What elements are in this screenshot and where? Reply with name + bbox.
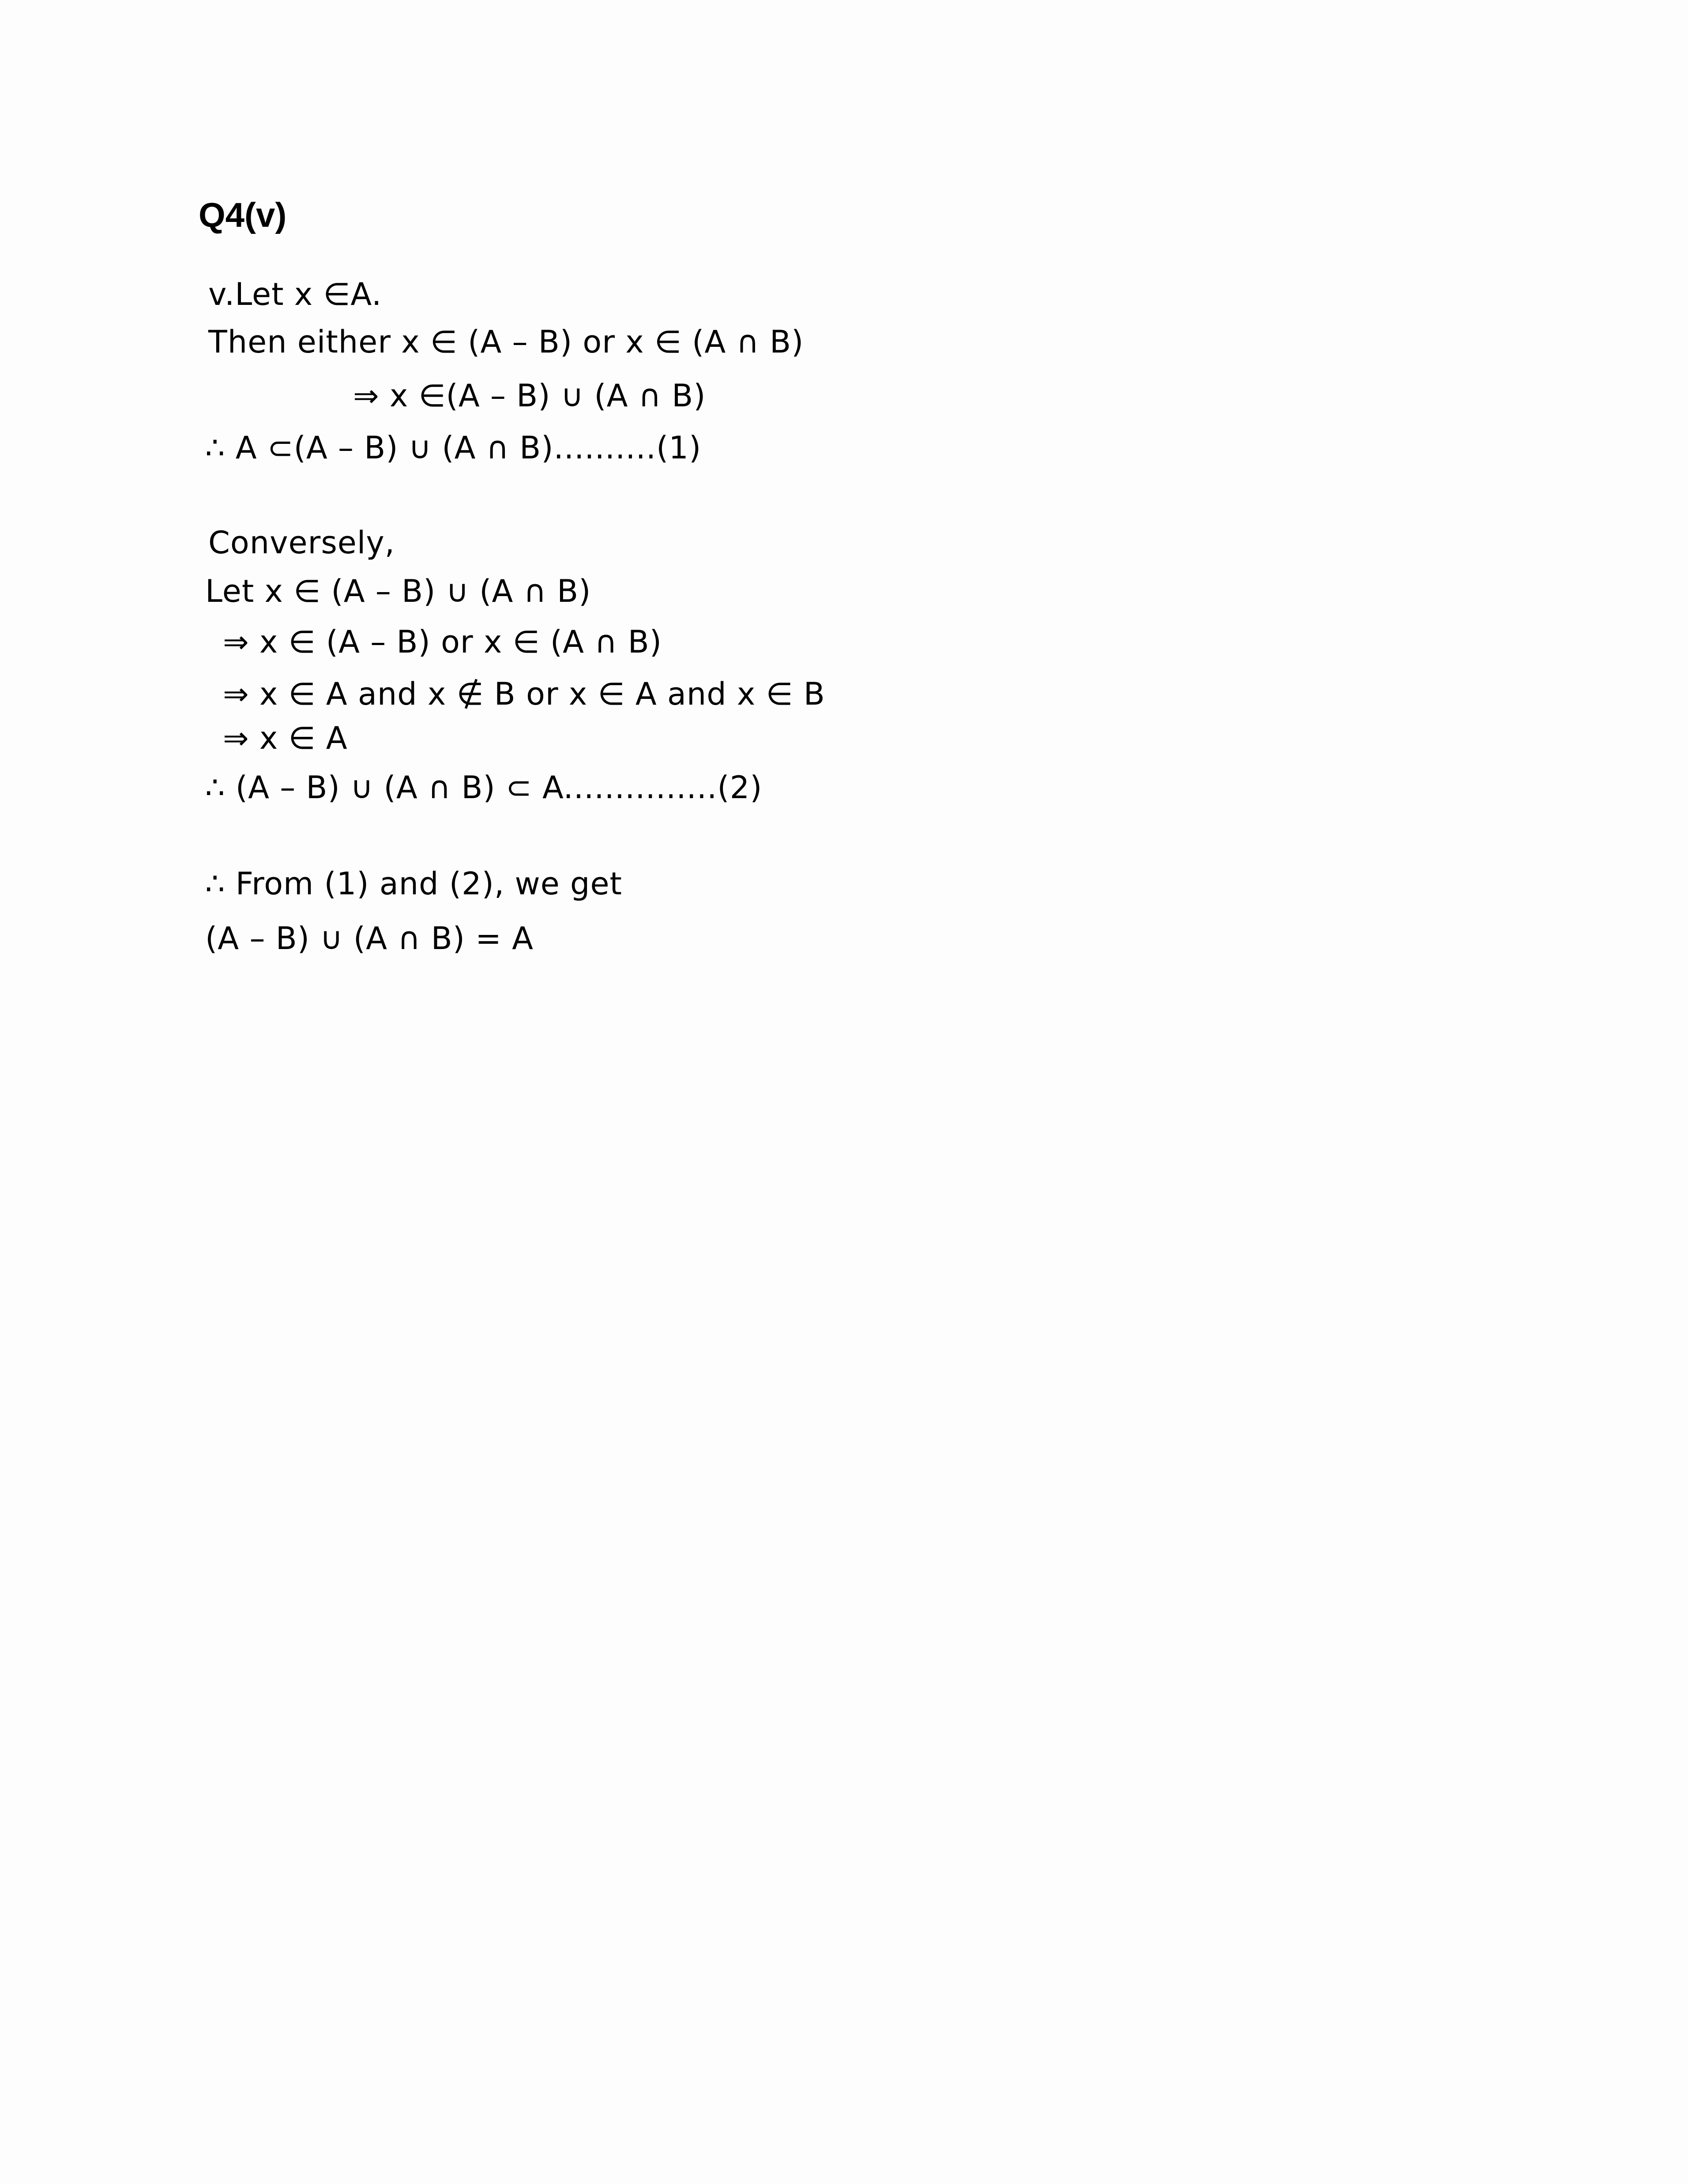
proof-line-conversely: Conversely, [208, 525, 395, 561]
proof-line-then-either: Then either x ∈ (A – B) or x ∈ (A ∩ B) [208, 324, 804, 360]
question-heading: Q4(v) [199, 195, 287, 234]
proof-line-from-1-and-2: ∴ From (1) and (2), we get [205, 866, 622, 902]
proof-line-implies-and: ⇒ x ∈ A and x ∉ B or x ∈ A and x ∈ B [223, 676, 825, 712]
proof-line-implies-union: ⇒ x ∈(A – B) ∪ (A ∩ B) [353, 378, 706, 414]
proof-line-subset-1: ∴ A ⊂(A – B) ∪ (A ∩ B)..........(1) [205, 430, 702, 466]
proof-line-subset-2: ∴ (A – B) ∪ (A ∩ B) ⊂ A...............(2) [205, 769, 763, 806]
proof-line-implies-x-in-a: ⇒ x ∈ A [223, 720, 348, 756]
proof-line-let-x-in-a: v.Let x ∈A. [208, 276, 382, 312]
proof-line-implies-or: ⇒ x ∈ (A – B) or x ∈ (A ∩ B) [223, 624, 662, 660]
proof-line-let-x-in-union: Let x ∈ (A – B) ∪ (A ∩ B) [205, 573, 591, 609]
proof-line-result: (A – B) ∪ (A ∩ B) = A [205, 920, 534, 957]
